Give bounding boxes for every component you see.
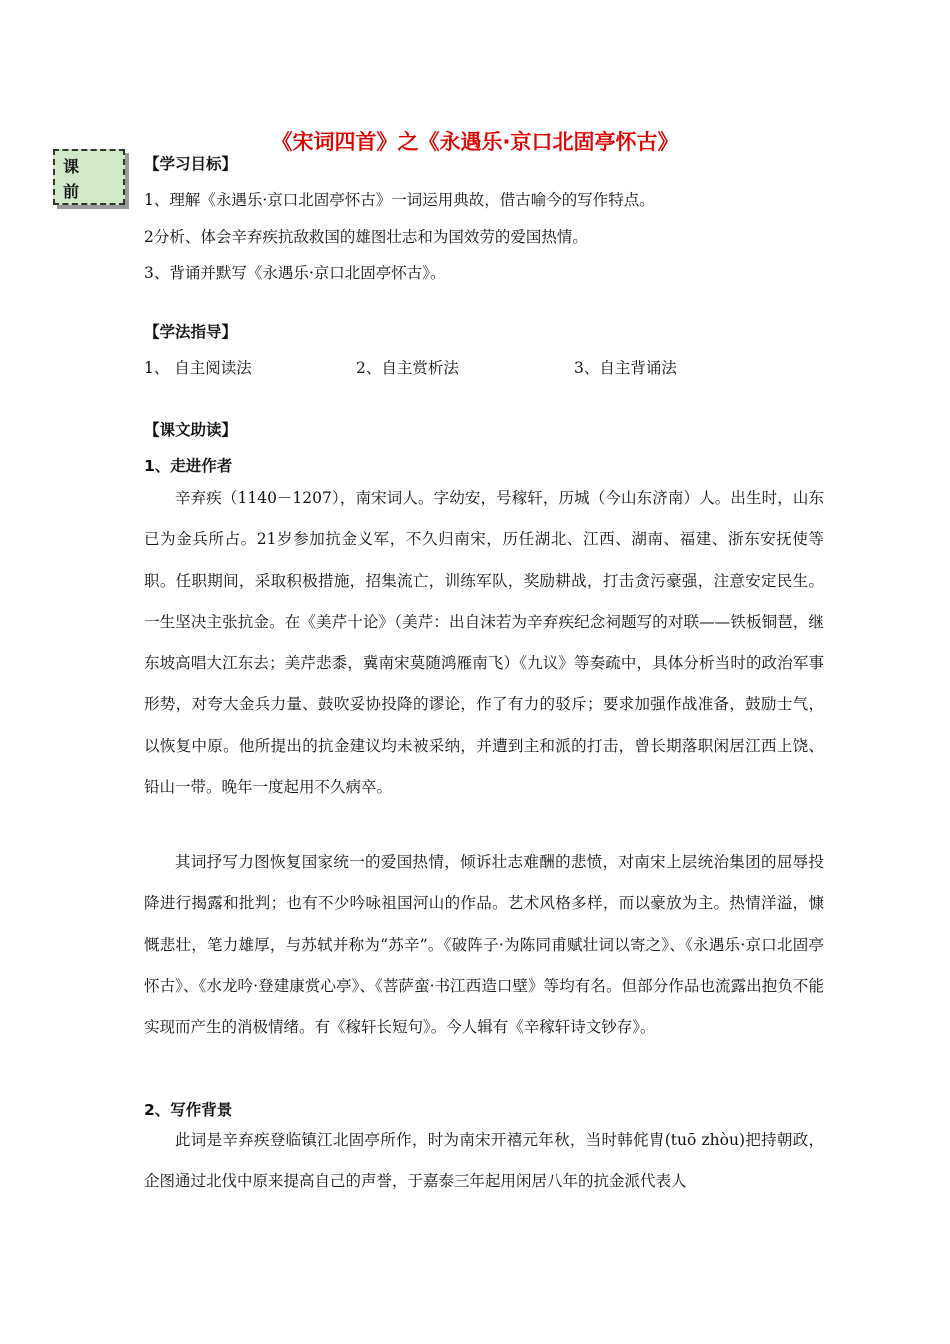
- author-heading: 1、走进作者: [144, 457, 233, 475]
- reading-heading: 【课文助读】: [144, 421, 238, 439]
- methods-heading: 【学法指导】: [144, 323, 238, 341]
- method-item-3: 3、自主背诵法: [574, 359, 677, 377]
- background-paragraph: 此词是辛弃疾登临镇江北固亭所作，时为南宋开禧元年秋，当时韩侂胄(tuō zhòu)把持朝政，企图通过北伐中原来提高自己的声誉，于嘉泰三年起用闲居八年的抗金派代表人: [144, 1131, 824, 1191]
- author-paragraph-2: 其词抒写力图恢复国家统一的爱国热情，倾诉壮志难酬的悲愤，对南宋上层统治集团的屈辱投降进行揭露和批判；也有不少吟咏祖国河山的作品。艺术风格多样，而以豪放为主。热情洋溢，慷慨悲壮，笔力雄厚，与苏轼并称为“苏辛”。《破阵子·为陈同甫赋壮词以寄之》、《永遇乐·京口北固亭怀古》、《水龙吟·登建康赏心亭》、《菩萨蛮·书江西造口壁》等均有名。但部分作品也流露出抱负不能实现而产生的消极情绪。有《稼轩长短句》。今人辑有《辛稼轩诗文钞存》。: [144, 853, 824, 1037]
- document-title: 《宋词四首》之《永遇乐·京口北固亭怀古》: [271, 130, 679, 154]
- method-item-1: 1、 自主阅读法: [144, 359, 252, 377]
- goal-item-1: 1、理解《永遇乐·京口北固亭怀古》一词运用典故，借古喻今的写作特点。: [144, 191, 655, 209]
- goals-heading: 【学习目标】: [144, 155, 238, 173]
- author-paragraph-1: 辛弃疾（1140－1207），南宋词人。字幼安，号稼轩，历城（今山东济南）人。出生时，山东已为金兵所占。21岁参加抗金义军，不久归南宋，历任湖北、江西、湖南、福建、浙东安抚使等职。任职期间，采取积极措施，招集流亡，训练军队，奖励耕战，打击贪污豪强，注意安定民生。一生坚决主张抗金。在《美芹十论》（美芹：出自沫若为辛弃疾纪念祠题写的对联——铁板铜琶，继东坡高唱大江东去；美芹悲黍，冀南宋莫随鸿雁南飞）《九议》等奏疏中，具体分析当时的政治军事形势，对夸大金兵力量、鼓吹妥协投降的谬论，作了有力的驳斥；要求加强作战准备，鼓励士气，以恢复中原。他所提出的抗金建议均未被采纳，并遭到主和派的打击，曾长期落职闲居江西上饶、铅山一带。晚年一度起用不久病卒。: [144, 489, 824, 797]
- section-tag: [53, 149, 125, 205]
- background-heading: 2、写作背景: [144, 1101, 233, 1119]
- goal-item-3: 3、背诵并默写《永遇乐·京口北固亭怀古》。: [144, 264, 446, 282]
- section-tag-line2: 前: [63, 182, 80, 201]
- section-tag-line1: 课: [63, 157, 80, 176]
- method-item-2: 2、自主赏析法: [356, 359, 459, 377]
- goal-item-2: 2分析、体会辛弃疾抗敌救国的雄图壮志和为国效劳的爱国热情。: [144, 228, 588, 246]
